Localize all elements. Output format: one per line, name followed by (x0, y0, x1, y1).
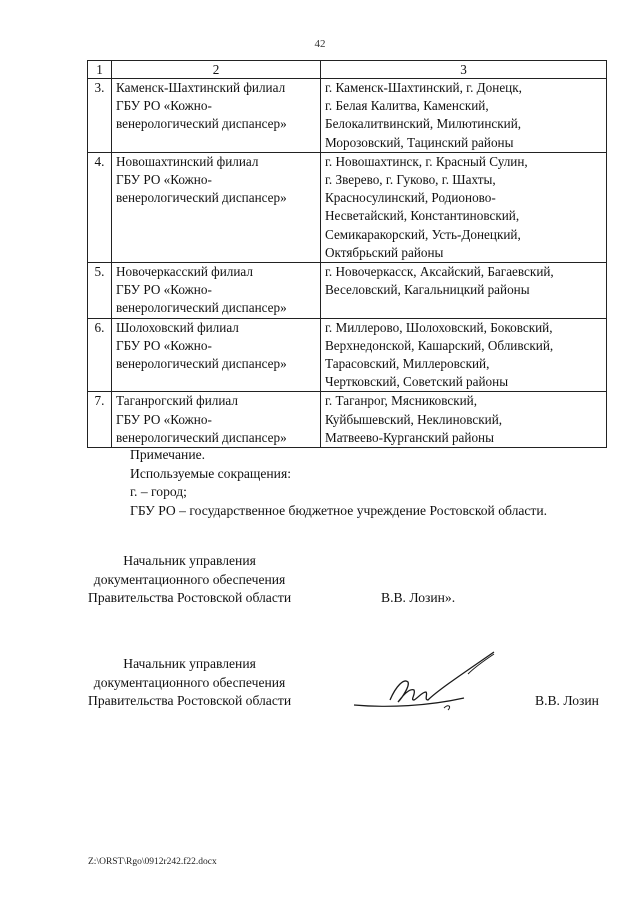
position-line: Правительства Ростовской области (88, 693, 292, 709)
position-line: Начальник управления (123, 656, 256, 671)
header-cell-1: 1 (88, 61, 112, 79)
branch-name-line: Шолоховский филиал (116, 319, 239, 335)
service-area-line: г. Зверево, г. Гуково, г. Шахты, (325, 172, 496, 188)
branch-name-cell (112, 263, 321, 319)
row-number-cell: 7. (88, 392, 112, 448)
service-area-cell (321, 79, 607, 153)
position-line: Начальник управления (123, 553, 256, 568)
note-item: г. – город; (130, 484, 187, 500)
service-area-line: Тарасовский, Миллеровский, (325, 356, 490, 372)
service-area-line: г. Новошахтинск, г. Красный Сулин, (325, 153, 528, 169)
table-row (88, 318, 607, 392)
branch-name-line: ГБУ РО «Кожно- (116, 337, 212, 353)
service-area-line: г. Каменск-Шахтинский, г. Донецк, (325, 80, 522, 95)
service-area-line: Куйбышевский, Неклиновский, (325, 411, 503, 427)
note-section (130, 446, 547, 520)
service-area-line: Семикаракорский, Усть-Донецкий, (325, 226, 521, 242)
service-area-line: Матвеево-Курганский районы (325, 429, 494, 445)
service-area-line: Октябрьский районы (325, 244, 444, 260)
branch-name-cell (112, 152, 321, 262)
branch-name-line: Новочеркасский филиал (116, 264, 253, 280)
table-row (88, 79, 607, 153)
service-area-line: Веселовский, Кагальницкий районы (325, 282, 530, 298)
row-number-cell: 5. (88, 263, 112, 319)
service-area-line: Красносулинский, Родионово- (325, 190, 496, 206)
page-number: 42 (314, 38, 326, 50)
service-area-line: г. Белая Калитва, Каменский, (325, 98, 489, 114)
row-number-cell: 3. (88, 79, 112, 153)
note-title: Примечание. (130, 447, 206, 462)
signature-block-1-name: В.В. Лозин». (381, 590, 456, 605)
position-line: Правительства Ростовской области (88, 590, 292, 606)
row-number-cell: 6. (88, 318, 112, 392)
branch-name-line: Таганрогский филиал (116, 393, 238, 409)
service-area-cell (321, 152, 607, 262)
branch-name-line: ГБУ РО «Кожно- (116, 172, 212, 188)
branch-name-cell (112, 79, 321, 153)
table-row (88, 152, 607, 262)
service-area-line: г. Таганрог, Мясниковский, (325, 393, 478, 409)
row-number-cell: 4. (88, 152, 112, 262)
branch-name-line: ГБУ РО «Кожно- (116, 411, 212, 427)
branch-name-line: Новошахтинский филиал (116, 153, 259, 169)
service-area-line: Верхнедонской, Кашарский, Обливский, (325, 337, 554, 353)
signature-block-2-name: В.В. Лозин (535, 693, 599, 708)
service-area-line: г. Новочеркасск, Аксайский, Багаевский, (325, 264, 554, 280)
service-area-line: г. Миллерово, Шолоховский, Боковский, (325, 319, 553, 335)
branch-name-line: венерологический диспансер» (116, 429, 287, 445)
table-row (88, 263, 607, 319)
service-area-cell (321, 263, 607, 319)
branch-name-line: ГБУ РО «Кожно- (116, 282, 212, 298)
service-area-line: Чертковский, Советский районы (325, 374, 509, 390)
signature-block-2-position (88, 655, 291, 711)
position-line: документационного обеспечения (93, 571, 286, 587)
service-area-line: Несветайский, Константиновский, (325, 208, 520, 224)
service-area-cell (321, 392, 607, 448)
service-area-cell (321, 318, 607, 392)
file-path-footer: Z:\ORST\Rgo\0912r242.f22.docx (88, 857, 217, 867)
table-row (88, 392, 607, 448)
service-area-line: Белокалитвинский, Милютинский, (325, 116, 522, 132)
header-cell-2: 2 (112, 61, 321, 79)
header-cell-3: 3 (321, 61, 607, 79)
signature-block-1-position (88, 552, 291, 608)
branch-name-line: венерологический диспансер» (116, 356, 287, 372)
branch-name-line: Каменск-Шахтинский филиал (116, 80, 286, 95)
service-area-line: Морозовский, Тацинский районы (325, 134, 514, 150)
branch-name-cell (112, 318, 321, 392)
handwritten-signature (348, 648, 498, 718)
position-line: документационного обеспечения (93, 674, 286, 690)
branch-name-line: венерологический диспансер» (116, 116, 287, 132)
table-header-row (88, 61, 607, 79)
note-subtitle: Используемые сокращения: (130, 465, 291, 481)
note-item: ГБУ РО – государственное бюджетное учреждение Ростовской области. (130, 502, 548, 518)
branches-table (87, 60, 607, 448)
branch-name-line: ГБУ РО «Кожно- (116, 98, 212, 114)
branch-name-line: венерологический диспансер» (116, 190, 287, 206)
branch-name-cell (112, 392, 321, 448)
branch-name-line: венерологический диспансер» (116, 300, 287, 316)
